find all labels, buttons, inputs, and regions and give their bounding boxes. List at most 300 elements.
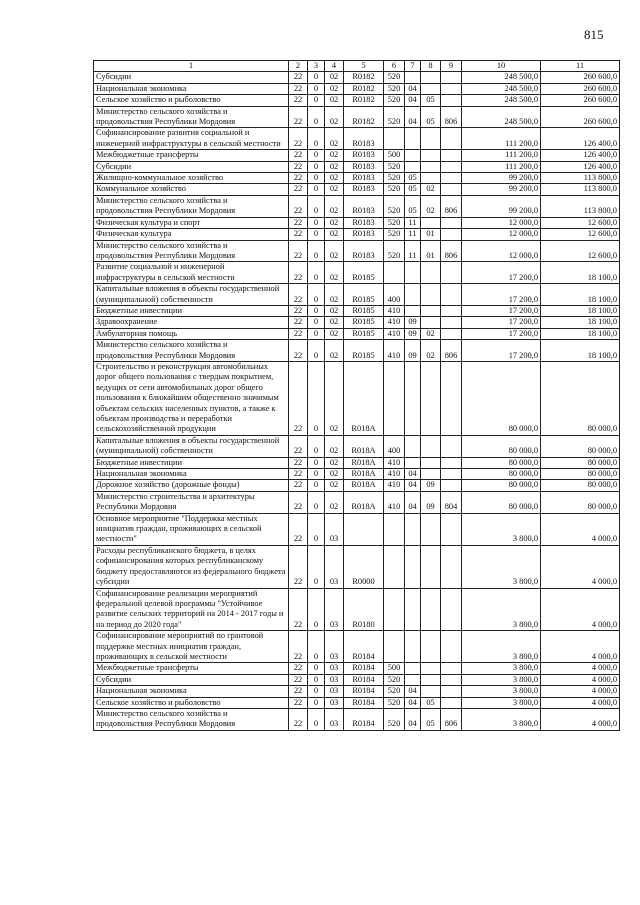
row-value-cell: R0184 [344, 663, 384, 674]
row-value-cell [384, 128, 405, 150]
row-value-cell: 11 [405, 217, 421, 228]
row-value-cell: 520 [384, 229, 405, 240]
row-value-cell: 520 [384, 173, 405, 184]
row-value-cell: 4 000,0 [541, 513, 620, 545]
row-name-cell: Коммунальное хозяйство [94, 184, 289, 195]
row-value-cell [421, 469, 441, 480]
row-value-cell: 22 [289, 674, 308, 685]
row-value-cell [441, 150, 462, 161]
row-value-cell: 80 000,0 [462, 361, 541, 435]
row-value-cell: 0 [308, 361, 325, 435]
row-value-cell: 02 [325, 457, 344, 468]
table-row [94, 173, 620, 184]
row-value-cell: 248 500,0 [462, 95, 541, 106]
column-header: 4 [325, 61, 344, 72]
row-name-cell: Капитальные вложения в объекты государственной (муниципальной) собственности [94, 284, 289, 306]
table-row [94, 184, 620, 195]
row-name-cell: Межбюджетные трансферты [94, 150, 289, 161]
row-value-cell: 09 [405, 317, 421, 328]
row-value-cell [441, 361, 462, 435]
row-name-cell: Дорожное хозяйство (дорожные фонды) [94, 480, 289, 491]
table-row [94, 435, 620, 457]
row-name-cell: Национальная экономика [94, 83, 289, 94]
row-value-cell: 0 [308, 150, 325, 161]
column-header: 5 [344, 61, 384, 72]
row-value-cell [441, 631, 462, 663]
row-value-cell [441, 513, 462, 545]
row-name-cell: Министерство сельского хозяйства и продовольствия Республики Мордовия [94, 340, 289, 362]
row-value-cell: 02 [325, 106, 344, 128]
row-value-cell: 4 000,0 [541, 697, 620, 708]
row-value-cell: 02 [325, 361, 344, 435]
row-value-cell: 3 800,0 [462, 697, 541, 708]
row-value-cell: 111 200,0 [462, 128, 541, 150]
row-value-cell [405, 161, 421, 172]
row-value-cell [405, 674, 421, 685]
row-name-cell: Здравоохранение [94, 317, 289, 328]
row-value-cell: 99 200,0 [462, 184, 541, 195]
column-header: 6 [384, 61, 405, 72]
row-value-cell: R0183 [344, 240, 384, 262]
table-row [94, 195, 620, 217]
row-value-cell: 05 [421, 106, 441, 128]
row-value-cell: 806 [441, 708, 462, 730]
row-value-cell: 03 [325, 686, 344, 697]
row-value-cell: 02 [325, 173, 344, 184]
row-value-cell [441, 262, 462, 284]
row-value-cell: 22 [289, 480, 308, 491]
table-row [94, 161, 620, 172]
row-name-cell: Софинансирование реализации мероприятий федеральной целевой программы "Устойчивое развитие сельских территорий на 2014 - 2017 годы и на период до 2020 года" [94, 588, 289, 631]
row-value-cell: 02 [325, 195, 344, 217]
table-row [94, 328, 620, 339]
row-value-cell [405, 72, 421, 83]
row-value-cell: 80 000,0 [541, 491, 620, 513]
row-value-cell: 22 [289, 588, 308, 631]
row-value-cell: 05 [421, 95, 441, 106]
row-value-cell: 03 [325, 588, 344, 631]
row-value-cell: 520 [384, 195, 405, 217]
row-value-cell: 05 [421, 708, 441, 730]
row-value-cell: 22 [289, 305, 308, 316]
column-header: 8 [421, 61, 441, 72]
row-value-cell [421, 128, 441, 150]
row-value-cell: R0000 [344, 545, 384, 588]
row-value-cell [421, 457, 441, 468]
row-value-cell: 17 200,0 [462, 317, 541, 328]
row-value-cell: 260 600,0 [541, 72, 620, 83]
row-value-cell [441, 588, 462, 631]
row-value-cell: 12 000,0 [462, 229, 541, 240]
row-value-cell: 0 [308, 95, 325, 106]
row-value-cell [421, 217, 441, 228]
row-value-cell: 0 [308, 588, 325, 631]
row-value-cell: 410 [384, 491, 405, 513]
column-header: 7 [405, 61, 421, 72]
row-value-cell: 03 [325, 697, 344, 708]
column-header: 9 [441, 61, 462, 72]
row-value-cell: 260 600,0 [541, 83, 620, 94]
row-value-cell [421, 173, 441, 184]
row-value-cell [405, 631, 421, 663]
row-value-cell: 806 [441, 240, 462, 262]
row-name-cell: Сельское хозяйство и рыболовство [94, 95, 289, 106]
table-row [94, 361, 620, 435]
row-value-cell: 02 [325, 340, 344, 362]
row-value-cell: 410 [384, 340, 405, 362]
row-value-cell [421, 361, 441, 435]
row-value-cell: 04 [405, 83, 421, 94]
row-value-cell: R0184 [344, 697, 384, 708]
row-value-cell: 02 [325, 240, 344, 262]
row-value-cell: 520 [384, 697, 405, 708]
row-name-cell: Софинансирование мероприятий по грантовой поддержке местных инициатив граждан, проживающих в сельской местности [94, 631, 289, 663]
row-value-cell: 410 [384, 469, 405, 480]
row-value-cell: 05 [421, 697, 441, 708]
row-value-cell: 02 [325, 469, 344, 480]
row-value-cell [405, 435, 421, 457]
row-value-cell: 04 [405, 480, 421, 491]
row-value-cell: 111 200,0 [462, 150, 541, 161]
row-value-cell [405, 284, 421, 306]
row-value-cell: R0184 [344, 708, 384, 730]
row-value-cell: 410 [384, 480, 405, 491]
row-name-cell: Развитие социальной и инженерной инфраструктуры в сельской местности [94, 262, 289, 284]
row-value-cell: 520 [384, 83, 405, 94]
row-value-cell: 806 [441, 195, 462, 217]
row-value-cell: 02 [325, 150, 344, 161]
row-value-cell [405, 513, 421, 545]
table-row [94, 674, 620, 685]
row-value-cell [405, 128, 421, 150]
row-value-cell: R0185 [344, 305, 384, 316]
row-name-cell: Министерство сельского хозяйства и продовольствия Республики Мордовия [94, 240, 289, 262]
row-value-cell [384, 545, 405, 588]
row-value-cell: 4 000,0 [541, 588, 620, 631]
row-value-cell: 03 [325, 663, 344, 674]
row-value-cell: 0 [308, 106, 325, 128]
row-value-cell: 80 000,0 [462, 435, 541, 457]
row-value-cell: 18 100,0 [541, 317, 620, 328]
row-value-cell: 02 [325, 95, 344, 106]
row-value-cell: 80 000,0 [541, 469, 620, 480]
row-value-cell: 02 [325, 491, 344, 513]
row-name-cell: Межбюджетные трансферты [94, 663, 289, 674]
table-row [94, 663, 620, 674]
row-value-cell: 02 [325, 480, 344, 491]
row-value-cell: 80 000,0 [541, 480, 620, 491]
row-value-cell: 0 [308, 340, 325, 362]
row-value-cell: R0183 [344, 128, 384, 150]
row-value-cell: 22 [289, 663, 308, 674]
row-value-cell [441, 697, 462, 708]
row-value-cell: 126 400,0 [541, 161, 620, 172]
row-value-cell: 22 [289, 240, 308, 262]
row-name-cell: Расходы республиканского бюджета, в целях софинансирования которых республиканскому бюджету предоставляются из федерального бюджета субсидии [94, 545, 289, 588]
row-name-cell: Бюджетные инвестиции [94, 457, 289, 468]
row-value-cell: 04 [405, 491, 421, 513]
row-name-cell: Жилищно-коммунальное хозяйство [94, 173, 289, 184]
row-value-cell: 0 [308, 469, 325, 480]
row-value-cell: 22 [289, 128, 308, 150]
row-value-cell: R018А [344, 491, 384, 513]
row-value-cell: 03 [325, 513, 344, 545]
row-value-cell: 09 [421, 480, 441, 491]
row-name-cell: Министерство сельского хозяйства и продовольствия Республики Мордовия [94, 195, 289, 217]
row-value-cell: 22 [289, 340, 308, 362]
row-value-cell: 3 800,0 [462, 674, 541, 685]
row-value-cell: 0 [308, 217, 325, 228]
row-value-cell: 126 400,0 [541, 150, 620, 161]
row-value-cell: 22 [289, 328, 308, 339]
row-value-cell: 22 [289, 284, 308, 306]
row-value-cell: 3 800,0 [462, 513, 541, 545]
row-value-cell: 01 [421, 240, 441, 262]
row-value-cell [441, 83, 462, 94]
row-value-cell: 99 200,0 [462, 195, 541, 217]
row-value-cell [405, 262, 421, 284]
row-name-cell: Министерство строительства и архитектуры Республики Мордовия [94, 491, 289, 513]
table-body [94, 72, 620, 730]
row-name-cell: Капитальные вложения в объекты государственной (муниципальной) собственности [94, 435, 289, 457]
row-value-cell [441, 284, 462, 306]
row-value-cell: 17 200,0 [462, 284, 541, 306]
row-value-cell: 12 000,0 [462, 217, 541, 228]
row-value-cell [421, 161, 441, 172]
row-name-cell: Физическая культура и спорт [94, 217, 289, 228]
row-value-cell: R0184 [344, 686, 384, 697]
row-value-cell: 111 200,0 [462, 161, 541, 172]
row-name-cell: Бюджетные инвестиции [94, 305, 289, 316]
table-row [94, 588, 620, 631]
row-value-cell: 0 [308, 513, 325, 545]
row-value-cell [441, 457, 462, 468]
row-value-cell: 410 [384, 328, 405, 339]
row-value-cell: 0 [308, 686, 325, 697]
row-value-cell: 22 [289, 161, 308, 172]
row-value-cell: 0 [308, 83, 325, 94]
row-value-cell: 520 [384, 708, 405, 730]
row-value-cell: 500 [384, 663, 405, 674]
row-value-cell: R0183 [344, 195, 384, 217]
row-value-cell: R0182 [344, 106, 384, 128]
row-name-cell: Физическая культура [94, 229, 289, 240]
row-value-cell: R0180 [344, 588, 384, 631]
table-row [94, 513, 620, 545]
table-row [94, 106, 620, 128]
table-row [94, 128, 620, 150]
row-value-cell: 80 000,0 [541, 457, 620, 468]
row-value-cell [405, 663, 421, 674]
row-value-cell: 400 [384, 435, 405, 457]
row-value-cell: 0 [308, 545, 325, 588]
row-value-cell: R0185 [344, 262, 384, 284]
row-value-cell: 0 [308, 317, 325, 328]
row-value-cell: 0 [308, 161, 325, 172]
row-value-cell: 80 000,0 [462, 457, 541, 468]
row-value-cell: 0 [308, 128, 325, 150]
row-value-cell: 02 [421, 328, 441, 339]
row-value-cell: 3 800,0 [462, 545, 541, 588]
row-value-cell: 02 [325, 229, 344, 240]
table-row [94, 491, 620, 513]
row-value-cell: 3 800,0 [462, 588, 541, 631]
row-name-cell: Национальная экономика [94, 469, 289, 480]
row-name-cell: Национальная экономика [94, 686, 289, 697]
row-value-cell: 11 [405, 229, 421, 240]
budget-table [93, 60, 620, 731]
row-value-cell: 22 [289, 469, 308, 480]
row-value-cell [421, 631, 441, 663]
row-value-cell: 806 [441, 340, 462, 362]
row-value-cell: R0183 [344, 229, 384, 240]
row-value-cell [405, 150, 421, 161]
table-row [94, 262, 620, 284]
row-value-cell: 02 [325, 262, 344, 284]
row-value-cell [421, 674, 441, 685]
row-value-cell: 410 [384, 305, 405, 316]
row-value-cell [405, 588, 421, 631]
row-value-cell: R0184 [344, 674, 384, 685]
row-value-cell: 0 [308, 480, 325, 491]
table-row [94, 340, 620, 362]
row-value-cell: 248 500,0 [462, 83, 541, 94]
row-value-cell [441, 317, 462, 328]
row-value-cell [441, 229, 462, 240]
row-value-cell: 02 [325, 217, 344, 228]
row-value-cell: 520 [384, 106, 405, 128]
row-value-cell: R0185 [344, 328, 384, 339]
row-value-cell: R0185 [344, 284, 384, 306]
table-row [94, 697, 620, 708]
row-value-cell: 0 [308, 663, 325, 674]
table-row [94, 469, 620, 480]
row-value-cell: 18 100,0 [541, 262, 620, 284]
row-value-cell [384, 631, 405, 663]
row-value-cell: 05 [405, 173, 421, 184]
row-value-cell [405, 545, 421, 588]
row-value-cell: 80 000,0 [462, 491, 541, 513]
row-value-cell [421, 513, 441, 545]
table-row [94, 457, 620, 468]
table-row [94, 150, 620, 161]
row-value-cell [441, 305, 462, 316]
row-value-cell [421, 83, 441, 94]
row-value-cell: R0183 [344, 173, 384, 184]
row-value-cell: 22 [289, 217, 308, 228]
table-row [94, 72, 620, 83]
row-value-cell: 400 [384, 284, 405, 306]
row-value-cell: 22 [289, 72, 308, 83]
row-value-cell [441, 184, 462, 195]
row-value-cell: 80 000,0 [462, 480, 541, 491]
row-value-cell: 03 [325, 674, 344, 685]
row-value-cell: 4 000,0 [541, 708, 620, 730]
row-value-cell: R0182 [344, 95, 384, 106]
row-value-cell: 806 [441, 106, 462, 128]
row-value-cell: R0183 [344, 217, 384, 228]
row-value-cell [405, 361, 421, 435]
row-name-cell: Амбулаторная помощь [94, 328, 289, 339]
row-value-cell: 03 [325, 631, 344, 663]
row-value-cell [421, 686, 441, 697]
row-value-cell: 4 000,0 [541, 686, 620, 697]
row-value-cell: 3 800,0 [462, 663, 541, 674]
row-value-cell: 22 [289, 435, 308, 457]
row-value-cell: 500 [384, 150, 405, 161]
row-value-cell: 11 [405, 240, 421, 262]
row-value-cell: 22 [289, 83, 308, 94]
row-value-cell: 0 [308, 305, 325, 316]
row-value-cell: 17 200,0 [462, 340, 541, 362]
row-value-cell: 22 [289, 708, 308, 730]
row-value-cell [441, 674, 462, 685]
row-value-cell: 3 800,0 [462, 631, 541, 663]
row-value-cell [421, 435, 441, 457]
row-value-cell: 04 [405, 106, 421, 128]
row-value-cell: 22 [289, 184, 308, 195]
row-value-cell: 02 [421, 340, 441, 362]
row-value-cell: 0 [308, 435, 325, 457]
row-value-cell: 04 [405, 708, 421, 730]
row-value-cell: 22 [289, 173, 308, 184]
row-value-cell: 22 [289, 686, 308, 697]
row-value-cell [384, 513, 405, 545]
row-value-cell [405, 305, 421, 316]
row-value-cell: 3 800,0 [462, 708, 541, 730]
row-value-cell [421, 72, 441, 83]
row-value-cell: 80 000,0 [541, 435, 620, 457]
row-value-cell: 02 [325, 317, 344, 328]
row-value-cell: 4 000,0 [541, 674, 620, 685]
row-value-cell [441, 173, 462, 184]
row-value-cell [344, 513, 384, 545]
table-row [94, 240, 620, 262]
budget-table-container [93, 60, 620, 731]
row-value-cell [421, 545, 441, 588]
row-value-cell [441, 217, 462, 228]
row-value-cell: 12 000,0 [462, 240, 541, 262]
row-value-cell: 0 [308, 674, 325, 685]
table-row [94, 708, 620, 730]
row-value-cell: 02 [325, 305, 344, 316]
row-value-cell: 22 [289, 457, 308, 468]
row-value-cell [421, 588, 441, 631]
row-value-cell [441, 435, 462, 457]
row-value-cell: R0183 [344, 150, 384, 161]
row-value-cell: 01 [421, 229, 441, 240]
row-value-cell: 12 600,0 [541, 240, 620, 262]
row-value-cell: 02 [325, 161, 344, 172]
row-value-cell: 09 [405, 328, 421, 339]
row-value-cell: 113 800,0 [541, 184, 620, 195]
row-value-cell [384, 262, 405, 284]
table-row [94, 686, 620, 697]
row-value-cell: 520 [384, 674, 405, 685]
column-header: 2 [289, 61, 308, 72]
column-header: 11 [541, 61, 620, 72]
row-value-cell: 05 [405, 195, 421, 217]
row-value-cell: 18 100,0 [541, 340, 620, 362]
row-value-cell: 520 [384, 217, 405, 228]
row-value-cell: 0 [308, 173, 325, 184]
row-value-cell: 99 200,0 [462, 173, 541, 184]
row-name-cell: Министерство сельского хозяйства и продовольствия Республики Мордовия [94, 708, 289, 730]
row-value-cell: 0 [308, 708, 325, 730]
row-value-cell: 0 [308, 631, 325, 663]
row-value-cell [421, 663, 441, 674]
row-value-cell: 0 [308, 284, 325, 306]
